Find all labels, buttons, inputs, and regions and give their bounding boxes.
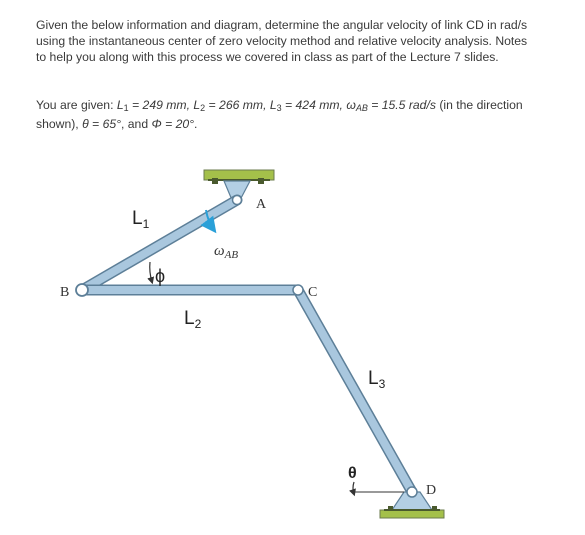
label-l3: $L_3$ <box>368 368 386 391</box>
l1-subscript: 1 <box>123 103 129 113</box>
pin-a <box>233 196 242 205</box>
theta-arc-arrow <box>353 482 354 494</box>
l1-value: = 249 mm, <box>128 98 194 112</box>
label-theta: θ <box>348 465 357 482</box>
given-intro: You are given: <box>36 98 117 112</box>
omega-note: (in the direction shown), <box>36 98 523 131</box>
label-phi: ϕ <box>155 266 166 286</box>
label-a: A <box>256 197 267 212</box>
l3-symbol: L <box>269 98 277 112</box>
phi-value: Φ = 20° <box>151 117 195 131</box>
pin-d <box>407 487 417 497</box>
pin-b <box>76 284 88 296</box>
link-l3 <box>298 290 412 492</box>
problem-text: Given the below information and diagram, determine the angular velocity of link CD in rad/s using the instantaneous center of zero velocity method and relative velocity analysis. Notes to help you along with this process we covered in class as part of the Lecture 7 slides. <box>36 18 528 64</box>
l2-subscript: 2 <box>200 103 206 113</box>
label-c: C <box>308 285 318 300</box>
and-text: , and <box>121 117 152 131</box>
l3-subscript: 3 <box>276 103 282 113</box>
l2-symbol: L <box>193 98 201 112</box>
phi-arc-arrow <box>150 262 152 282</box>
omega-value: = 15.5 rad/s <box>367 98 436 112</box>
end-period: . <box>194 117 198 131</box>
label-b: B <box>60 285 70 300</box>
omega-subscript: AB <box>355 103 368 113</box>
label-omega-ab: $\omega_{AB}$ <box>214 243 239 261</box>
theta-value: θ = 65° <box>82 117 121 131</box>
label-l2: $L_2$ <box>184 308 202 331</box>
l2-value: = 266 mm, <box>205 98 270 112</box>
l3-value: = 424 mm, <box>281 98 347 112</box>
pin-c <box>293 285 303 295</box>
omega-symbol: ω <box>346 98 356 112</box>
label-d: D <box>426 483 437 498</box>
l1-symbol: L <box>116 98 124 112</box>
label-l1: $L_1$ <box>132 208 150 231</box>
